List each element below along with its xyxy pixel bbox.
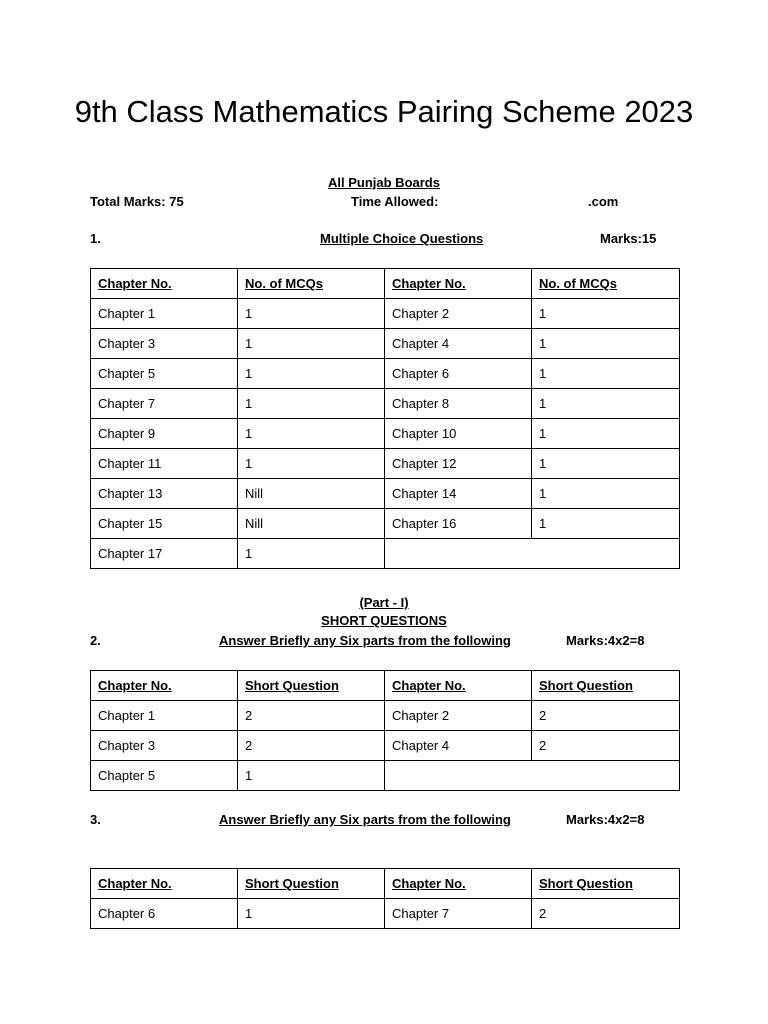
table-cell: Chapter 6 — [385, 359, 532, 389]
boards-heading: All Punjab Boards — [328, 175, 440, 190]
short-questions-heading: SHORT QUESTIONS — [321, 613, 447, 628]
mcq-table — [90, 268, 680, 569]
header-cell: Chapter No. — [385, 269, 532, 299]
section1-number: 1. — [90, 231, 101, 246]
table-row — [91, 899, 680, 929]
section2-instruction: Answer Briefly any Six parts from the following — [219, 633, 511, 648]
table-cell: Chapter 2 — [385, 299, 532, 329]
table-cell: 2 — [238, 701, 385, 731]
table-cell: 2 — [238, 731, 385, 761]
table-row — [91, 479, 680, 509]
table-cell: 1 — [238, 761, 385, 791]
table-cell: Chapter 5 — [91, 761, 238, 791]
table-cell: Chapter 3 — [91, 731, 238, 761]
header-cell: Short Question — [238, 671, 385, 701]
header-cell: Chapter No. — [91, 671, 238, 701]
table-cell: Nill — [238, 479, 385, 509]
table-row — [91, 329, 680, 359]
document-title: 9th Class Mathematics Pairing Scheme 2023 — [74, 94, 694, 129]
section1-marks: Marks:15 — [600, 231, 657, 246]
table-row — [91, 359, 680, 389]
table-cell: 1 — [238, 389, 385, 419]
table-cell: 1 — [238, 419, 385, 449]
table-cell: 1 — [238, 299, 385, 329]
table-cell: 2 — [532, 701, 680, 731]
short-questions-table-2 — [90, 868, 680, 929]
table-cell: Chapter 10 — [385, 419, 532, 449]
header-cell: No. of MCQs — [532, 269, 680, 299]
table-cell: Chapter 1 — [91, 299, 238, 329]
table-cell: Chapter 6 — [91, 899, 238, 929]
section3-marks: Marks:4x2=8 — [566, 812, 645, 827]
table-row — [91, 389, 680, 419]
empty-merged-cell — [385, 761, 680, 791]
table-cell: Chapter 15 — [91, 509, 238, 539]
table-cell: Chapter 7 — [91, 389, 238, 419]
table-cell: Chapter 2 — [385, 701, 532, 731]
table-cell: Chapter 16 — [385, 509, 532, 539]
table-cell: 1 — [532, 509, 680, 539]
table-cell: 1 — [238, 329, 385, 359]
table-header-row — [91, 671, 680, 701]
site-label: .com — [588, 194, 619, 209]
table-row — [91, 419, 680, 449]
table-header-row — [91, 869, 680, 899]
table-cell: 1 — [532, 359, 680, 389]
section1-heading: Multiple Choice Questions — [320, 231, 484, 246]
header-cell: Chapter No. — [91, 269, 238, 299]
header-cell: Short Question — [532, 869, 680, 899]
table-row — [91, 701, 680, 731]
section2-number: 2. — [90, 633, 101, 648]
table-cell: 2 — [532, 731, 680, 761]
section3-number: 3. — [90, 812, 101, 827]
header-cell: Chapter No. — [385, 869, 532, 899]
table-cell: 1 — [238, 449, 385, 479]
table-cell: 1 — [532, 419, 680, 449]
total-marks: Total Marks: 75 — [90, 194, 184, 209]
section2-marks: Marks:4x2=8 — [566, 633, 645, 648]
table-row — [91, 539, 680, 569]
table-cell: Chapter 12 — [385, 449, 532, 479]
table-cell: Chapter 4 — [385, 731, 532, 761]
table-cell: 2 — [532, 899, 680, 929]
part-heading: (Part - I) — [359, 595, 409, 610]
table-cell: Nill — [238, 509, 385, 539]
table-cell: Chapter 9 — [91, 419, 238, 449]
table-cell: Chapter 1 — [91, 701, 238, 731]
table-row — [91, 449, 680, 479]
header-cell: Chapter No. — [385, 671, 532, 701]
table-cell: 1 — [532, 329, 680, 359]
table-header-row — [91, 269, 680, 299]
table-cell: 1 — [532, 449, 680, 479]
table-row — [91, 761, 680, 791]
table-cell: Chapter 13 — [91, 479, 238, 509]
table-cell: 1 — [532, 299, 680, 329]
header-cell: Short Question — [532, 671, 680, 701]
header-cell: Chapter No. — [91, 869, 238, 899]
empty-merged-cell — [385, 539, 680, 569]
table-cell: 1 — [238, 899, 385, 929]
section3-instruction: Answer Briefly any Six parts from the following — [219, 812, 511, 827]
table-cell: 1 — [238, 539, 385, 569]
table-row — [91, 731, 680, 761]
header-cell: Short Question — [238, 869, 385, 899]
short-questions-table-1 — [90, 670, 680, 791]
table-row — [91, 299, 680, 329]
table-cell: 1 — [238, 359, 385, 389]
table-cell: Chapter 11 — [91, 449, 238, 479]
table-cell: Chapter 3 — [91, 329, 238, 359]
table-cell: 1 — [532, 479, 680, 509]
table-cell: Chapter 5 — [91, 359, 238, 389]
table-cell: Chapter 8 — [385, 389, 532, 419]
table-cell: Chapter 17 — [91, 539, 238, 569]
table-cell: Chapter 4 — [385, 329, 532, 359]
table-row — [91, 509, 680, 539]
time-allowed: Time Allowed: — [351, 194, 439, 209]
header-cell: No. of MCQs — [238, 269, 385, 299]
table-cell: 1 — [532, 389, 680, 419]
table-cell: Chapter 7 — [385, 899, 532, 929]
table-cell: Chapter 14 — [385, 479, 532, 509]
